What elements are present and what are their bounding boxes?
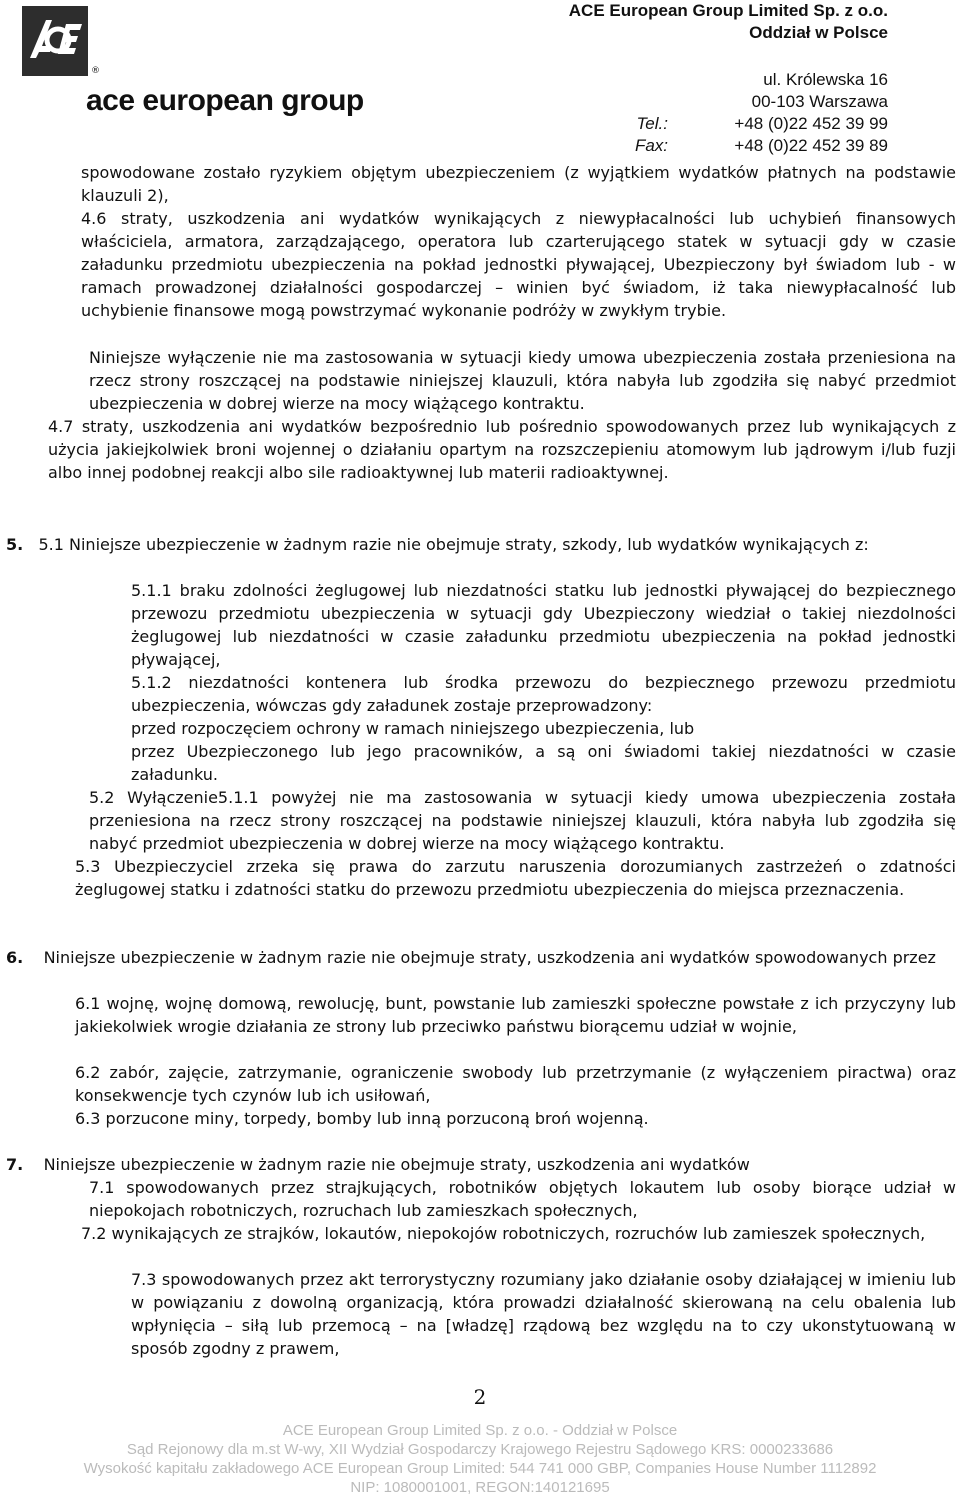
paragraph-continuation: spowodowane zostało ryzykiem objętym ubezpieczeniem (z wyjątkiem wydatków płatnych na podstawie klauzuli 2), xyxy=(81,163,956,205)
clause-4-7: 4.7 straty, uszkodzenia ani wydatków bezpośrednio lub pośrednio spowodowanych przez lub wynikających z użycia jakiejkolwiek broni wojennej o działaniu opartym na rozszczepieniu atomowym lub jądrowym i/lub fuzji albo innej podobnej reakcji albo sile radioaktywnej lub materii radioaktywnej. xyxy=(48,417,956,482)
street-address: ul. Królewska 16 xyxy=(763,70,888,89)
clause-6-3: 6.3 porzucone miny, torpedy, bomby lub inną porzuconą broń wojenną. xyxy=(75,1109,649,1128)
branch-name: Oddział w Polsce xyxy=(749,23,888,42)
clause-6-1: 6.1 wojnę, wojnę domową, rewolucję, bunt, powstanie lub zamieszki społeczne powstałe z ich przyczyny lub jakiekolwiek wrogie działania ze strony lub przeciwko państwu biorącemu udział w wojnie, xyxy=(75,994,956,1036)
fax-number: +48 (0)22 452 39 89 xyxy=(734,136,888,155)
company-name: ACE European Group Limited Sp. z o.o. xyxy=(568,1,888,20)
section-5-paragraph xyxy=(6,533,956,556)
tel-label: Tel.: xyxy=(636,114,668,133)
fax-label: Fax: xyxy=(634,136,668,155)
section-6-number: 6. xyxy=(6,948,24,967)
city-address: 00-103 Warszawa xyxy=(751,92,888,111)
registered-mark: ® xyxy=(91,66,100,76)
clause-7-3: 7.3 spowodowanych przez akt terrorystyczny rozumiany jako działanie osoby działającej w imieniu lub w powiązaniu z dowolną organizacją, która prowadzi działalność skierowaną na celu obalenia lub wpłynięcia – siłą lub przemocą – na [władzę] rządową bez względu na to czy ukonstytuowaną w sposób zgodny z prawem, xyxy=(131,1270,956,1358)
clause-5-2: 5.2 Wyłączenie5.1.1 powyżej nie ma zastosowania w sytuacji kiedy umowa ubezpieczenia została przeniesiona na rzecz strony roszczącej na podstawie niniejszej klauzuli, która nabyła lub zgodziła się nabyć przedmiot ubezpieczenia w dobrej wierze na mocy wiążącego kontraktu. xyxy=(89,788,956,853)
clause-6-2: 6.2 zabór, zajęcie, zatrzymanie, ograniczenie swobody lub przetrzymanie (z wyłączeniem piractwa) oraz konsekwencje tych czynów lub ich usiłowań, xyxy=(75,1063,956,1105)
page-footer xyxy=(0,1421,960,1497)
section-6-text: Niniejsze ubezpieczenie w żadnym razie nie obejmuje straty, uszkodzenia ani wydatków spowodowanych przez xyxy=(43,948,936,967)
footer-line-3: Wysokość kapitału zakładowego ACE European Group Limited: 544 741 000 GBP, Companies House Number 1112892 xyxy=(83,1460,877,1477)
clause-5-1-2-a: przed rozpoczęciem ochrony w ramach niniejszego ubezpieczenia, lub xyxy=(131,719,695,738)
section-7-number: 7. xyxy=(6,1155,24,1174)
company-logo xyxy=(22,6,88,76)
footer-line-1: ACE European Group Limited Sp. z o.o. - Oddział w Polsce xyxy=(282,1422,678,1439)
clause-4-6: 4.6 straty, uszkodzenia ani wydatków wynikających z niewypłacalności lub uchybień finansowych właściciela, armatora, zarządzającego, operatora lub czarterującego statek w sytuacji gdy w czasie załadunku przedmiotu ubezpieczenia na pokład jednostki pływającej, Ubezpieczony był świadom lub - w ramach prowadzonej działalności gospodarczej – winien być świadom, iż taka niewypłacalność lub uchybienie finansowe mogą powstrzymać wykonanie podróży w zwykłym trybie. xyxy=(81,209,956,320)
clause-5-1-2-b: przez Ubezpieczonego lub jego pracowników, a są oni świadomi takiej niezdatności w czasie załadunku. xyxy=(131,742,956,784)
brand-name: ace european group xyxy=(86,84,364,117)
section-7-paragraph xyxy=(6,1153,956,1176)
clause-5-3: 5.3 Ubezpieczyciel zrzeka się prawa do zarzutu naruszenia dorozumianych zastrzeżeń o zdatności żeglugowej statku i zdatności statku do przewozu przedmiotu ubezpieczenia do miejsca przeznaczenia. xyxy=(75,857,956,899)
section-7-text: Niniejsze ubezpieczenie w żadnym razie nie obejmuje straty, uszkodzenia ani wydatków xyxy=(43,1155,750,1174)
footer-line-4: NIP: 1080001001, REGON:140121695 xyxy=(350,1479,610,1496)
clause-7-1: 7.1 spowodowanych przez strajkujących, robotników objętych lokautem lub osoby biorące udział w niepokojach robotniczych, rozruchach lub zamieszkach społecznych, xyxy=(89,1178,956,1220)
clause-7-2: 7.2 wynikających ze strajków, lokautów, niepokojów robotniczych, rozruchów lub zamieszek społecznych, xyxy=(81,1224,926,1243)
company-address-block xyxy=(468,0,888,157)
tel-number: +48 (0)22 452 39 99 xyxy=(734,114,888,133)
section-5-text: 5.1 Niniejsze ubezpieczenie w żadnym razie nie obejmuje straty, szkody, lub wydatków wynikających z: xyxy=(38,535,869,554)
footer-line-2: Sąd Rejonowy dla m.st W-wy, XII Wydział Gospodarczy Krajowego Rejestru Sądowego KRS: 0000233686 xyxy=(126,1441,834,1458)
ace-logo-icon xyxy=(22,6,88,76)
clause-5-1-1: 5.1.1 braku zdolności żeglugowej lub niezdatności statku lub jednostki pływającej do bezpiecznego przewozu przedmiotu ubezpieczenia w sytuacji gdy Ubezpieczony wiedział o takiej niezdolności żeglugowej lub niezdatności w czasie załadunku przedmiotu ubezpieczenia na pokład jednostki pływającej, xyxy=(131,581,956,669)
clause-4-6-exception: Niniejsze wyłączenie nie ma zastosowania w sytuacji kiedy umowa ubezpieczenia została przeniesiona na rzecz strony roszczącej na podstawie niniejszej klauzuli, która nabyła lub zgodziła się nabyć przedmiot ubezpieczenia w dobrej wierze na mocy wiążącego kontraktu. xyxy=(89,348,956,413)
clause-5-1-2: 5.1.2 niezdatności kontenera lub środka przewozu do bezpiecznego przewozu przedmiotu ubezpieczenia, wówczas gdy załadunek zostaje przeprowadzony: xyxy=(131,673,956,715)
section-6-paragraph xyxy=(6,946,956,969)
section-5-number: 5. xyxy=(6,535,24,554)
page-number: 2 xyxy=(473,1385,487,1409)
